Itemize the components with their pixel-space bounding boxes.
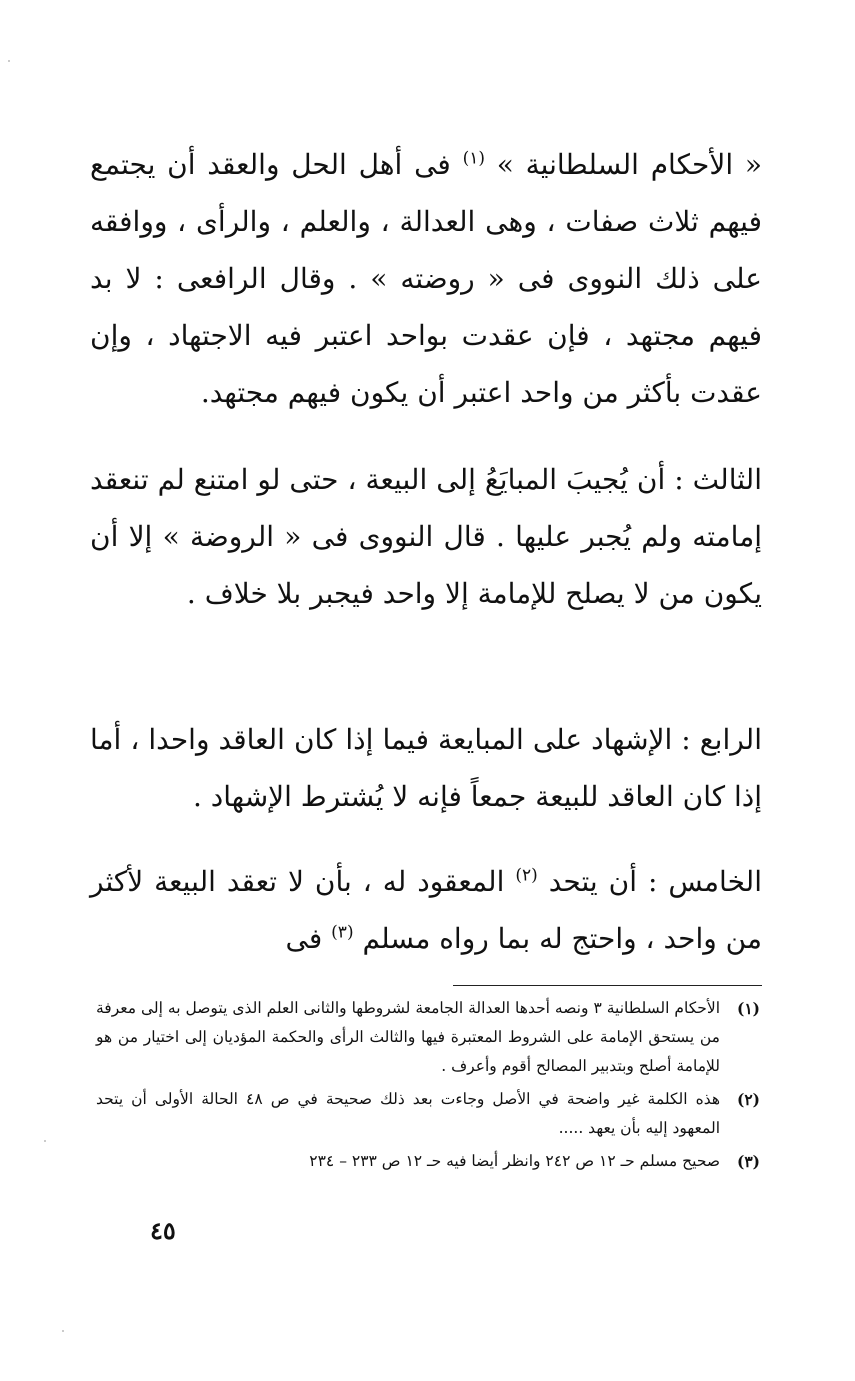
footnote-text: الأحكام السلطانية ٣ ونصه أحدها العدالة الجامعة لشروطها والثانى العلم الذى يتوصل به إلى معرفة من يستحق الإمامة على الشروط المعتبرة فيها والثالث الرأى والحكمة المؤديان إلى اختيار من هو للإمامة أصلح وبتدبير المصالح أقوم وأعرف . xyxy=(96,999,721,1075)
paragraph-text: فى xyxy=(285,922,332,955)
footnote-text: هذه الكلمة غير واضحة في الأصل وجاءت بعد ذلك صحيحة في ص ٤٨ الحالة الأولى أن يتحد المعهود إليه بأن يعهد ..... xyxy=(96,1090,721,1137)
footnote-divider xyxy=(453,985,762,986)
footnote-ref-3[interactable]: (٣) xyxy=(331,922,354,943)
page-number: ٤٥ xyxy=(150,1216,176,1245)
footnote-2 xyxy=(96,1085,760,1143)
paragraph-text: المعقود له ، بأن لا تعقد البيعة لأكثر من واحد ، واحتج له بما رواه مسلم xyxy=(90,865,762,955)
footnote-3 xyxy=(96,1147,760,1176)
scan-speck xyxy=(8,60,10,62)
paragraph-rawdah-conditions xyxy=(90,136,762,421)
paragraph-text: فى أهل الحل والعقد أن يجتمع فيهم ثلاث صفات ، وهى العدالة ، والعلم ، والرأى ، ووافقه على ذلك النووى فى « روضته » . وقال الرافعى : لا بد فيهم مجتهد ، فإن عقدت بواحد اعتبر فيه الاجتهاد ، وإن عقدت بأكثر من واحد اعتبر أن يكون فيهم مجتهد. xyxy=(90,148,762,409)
footnote-number: (٣) xyxy=(736,1152,760,1171)
paragraph-fifth-condition xyxy=(90,853,762,967)
paragraph-text: « الأحكام السلطانية » xyxy=(485,148,762,181)
paragraph-third-condition xyxy=(90,451,762,622)
scan-speck xyxy=(44,1140,46,1142)
footnote-ref-2[interactable]: (٢) xyxy=(515,865,538,886)
scan-speck xyxy=(62,1330,64,1332)
footnote-text: صحيح مسلم حـ ١٢ ص ٢٤٢ وانظر أيضا فيه حـ ١٢ ص ٢٣٣ – ٢٣٤ xyxy=(309,1152,720,1170)
paragraph-fourth-condition xyxy=(90,711,762,825)
footnote-ref-1[interactable]: (١) xyxy=(462,148,485,169)
footnotes-section xyxy=(96,994,760,1180)
paragraph-text: الخامس : أن يتحد xyxy=(537,865,762,898)
paragraph-text: الثالث : أن يُجيبَ المبايَعُ إلى البيعة ، حتى لو امتنع لم تنعقد إمامته ولم يُجبر عليها . قال النووى فى « الروضة » إلا أن يكون من لا يصلح للإمامة إلا واحد فيجبر بلا خلاف . xyxy=(90,463,762,610)
footnote-1 xyxy=(96,994,760,1081)
footnote-number: (٢) xyxy=(736,1090,760,1109)
paragraph-text: الرابع : الإشهاد على المبايعة فيما إذا كان العاقد واحدا ، أما إذا كان العاقد للبيعة جمعاً فإنه لا يُشترط الإشهاد . xyxy=(90,723,762,813)
footnote-number: (١) xyxy=(736,999,760,1018)
